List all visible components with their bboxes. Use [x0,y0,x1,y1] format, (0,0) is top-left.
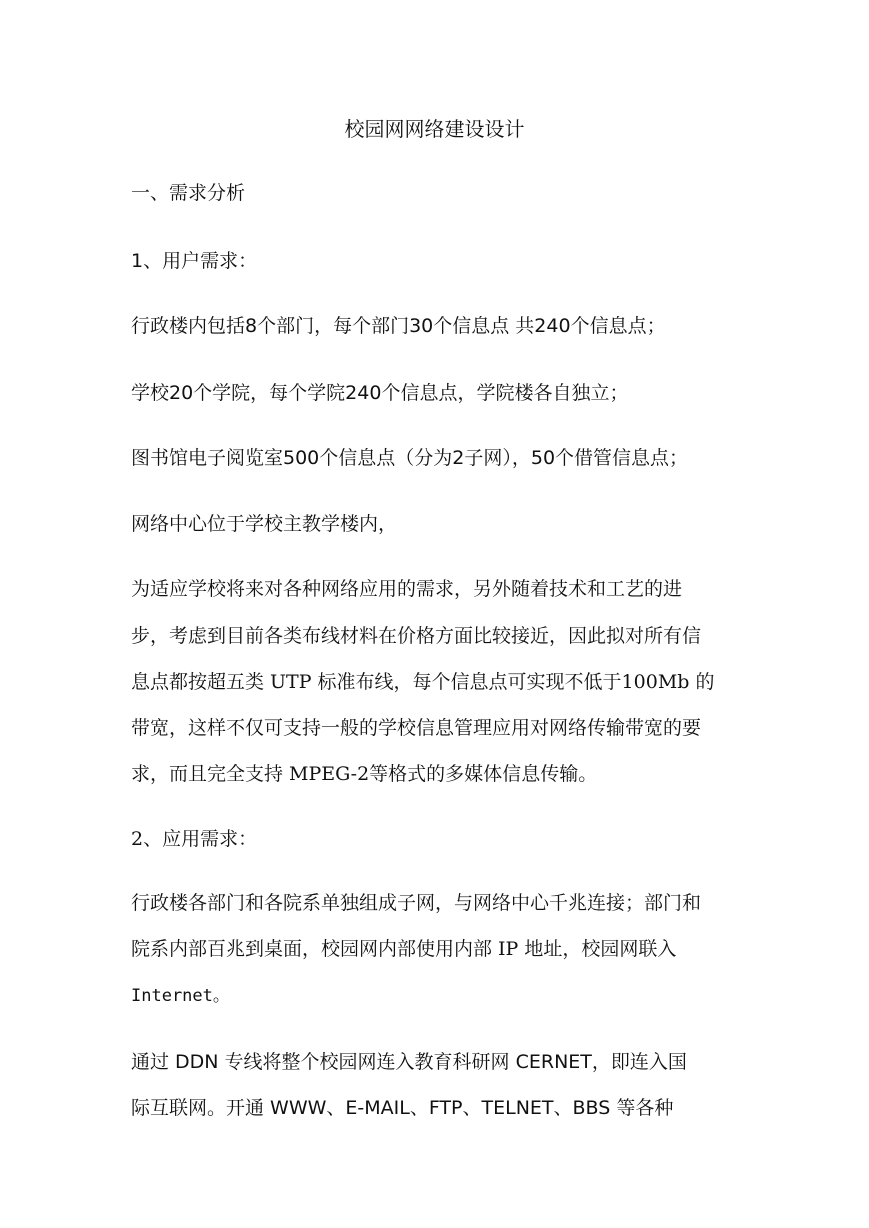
paragraph-ddn-line: 际互联网。开通 WWW、E-MAIL、FTP、TELNET、BBS 等各种 [131,1097,674,1119]
document-title: 校园网网络建设设计 [344,117,525,141]
paragraph-cabling-line: 为适应学校将来对各种网络应用的需求，另外随着技术和工艺的进 [131,578,683,600]
paragraph-cabling-line: 步，考虑到目前各类布线材料在价格方面比较接近，因此拟对所有信 [131,625,702,647]
paragraph-library: 图书馆电子阅览室500个信息点（分为2子网），50个借管信息点； [131,447,689,469]
paragraph-ddn-line: 通过 DDN 专线将整个校园网连入教育科研网 CERNET，即连入国 [131,1051,687,1073]
paragraph-cabling-line: 带宽，这样不仅可支持一般的学校信息管理应用对网络传输带宽的要 [131,717,702,739]
paragraph-subnet-line: 行政楼各部门和各院系单独组成子网，与网络中心千兆连接；部门和 [131,892,702,914]
paragraph-subnet-line: 院系内部百兆到桌面，校园网内部使用内部 IP 地址，校园网联入 [131,938,677,960]
paragraph-subnet-line: Internet。 [131,986,230,1006]
subsection-heading-application-needs: 2、应用需求： [131,828,258,850]
section-heading: 一、需求分析 [131,182,246,204]
paragraph-colleges: 学校20个学院，每个学院240个信息点，学院楼各自独立； [131,382,629,404]
paragraph-cabling-line: 求，而且完全支持 MPEG-2等格式的多媒体信息传输。 [131,763,598,785]
paragraph-admin-building: 行政楼内包括8个部门，每个部门30个信息点 共240个信息点； [131,315,666,337]
paragraph-network-center: 网络中心位于学校主教学楼内， [131,513,398,535]
subsection-heading-user-needs: 1、用户需求： [131,250,258,272]
paragraph-cabling-line: 息点都按超五类 UTP 标准布线，每个信息点可实现不低于100Mb 的 [131,671,715,693]
